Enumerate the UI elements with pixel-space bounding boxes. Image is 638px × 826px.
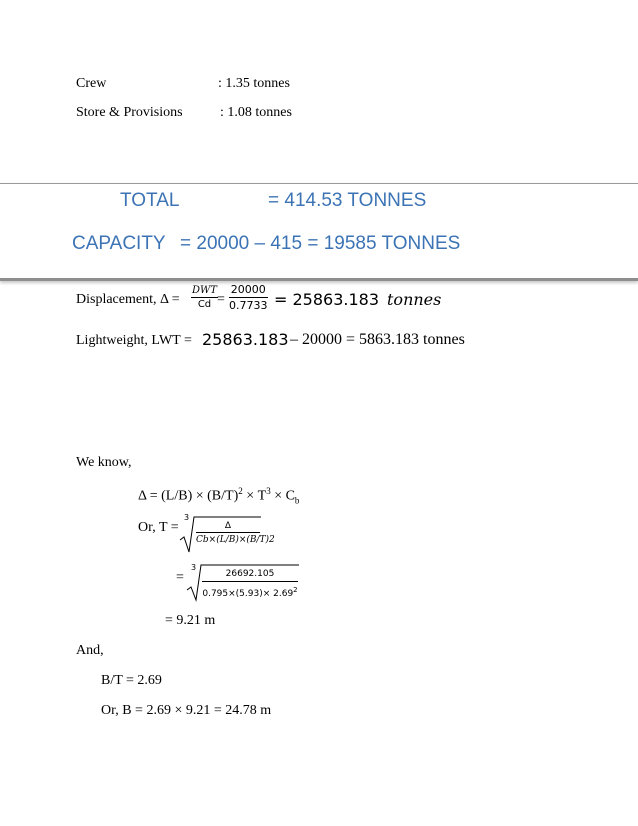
- formula-mid: × T: [242, 488, 267, 504]
- and-text: And,: [76, 643, 104, 658]
- dwt-fraction: [191, 285, 218, 311]
- we-know-text: We know,: [76, 455, 132, 470]
- root2-fraction: [202, 568, 298, 602]
- formula-cube: 3: [266, 486, 271, 496]
- equals-sign-2: =: [176, 570, 184, 585]
- formula-subscript: b: [294, 495, 300, 506]
- fraction-numerator: DWT: [192, 285, 217, 296]
- equals-sign: =: [217, 292, 225, 307]
- formula-square: 2: [238, 486, 243, 496]
- total-label: TOTAL: [120, 190, 180, 211]
- formula-text: Δ = (L/B) × (B/T): [138, 488, 239, 504]
- denominator-square: 2: [293, 586, 298, 594]
- capacity-value: = 20000 – 415 = 19585 TONNES: [180, 233, 461, 254]
- lightweight-value-a: 25863.183: [202, 330, 289, 349]
- displacement-unit: tonnes: [387, 290, 442, 309]
- fraction-numerator: Δ: [196, 520, 260, 533]
- store-label: Store & Provisions: [76, 105, 183, 120]
- lightweight-label: Lightweight, LWT =: [76, 333, 192, 348]
- fraction-denominator: 0.795×(5.93)× 2.69: [202, 589, 294, 599]
- displacement-result: = 25863.183: [274, 290, 380, 309]
- lightweight-value-b: – 20000 = 5863.183 tonnes: [290, 331, 465, 348]
- fraction-numerator: 26692.105: [202, 568, 298, 582]
- or-t-label: Or, T =: [138, 520, 179, 535]
- b-result: Or, B = 2.69 × 9.21 = 24.78 m: [101, 703, 272, 718]
- fraction-denominator: Cb×(L/B)×(B/T)2: [196, 535, 275, 545]
- capacity-label: CAPACITY: [72, 233, 166, 254]
- bt-ratio: B/T = 2.69: [101, 673, 162, 688]
- root-index: 3: [184, 513, 190, 522]
- formula-end: × C: [270, 488, 295, 504]
- value-fraction: [229, 283, 268, 313]
- crew-value: : 1.35 tonnes: [218, 76, 290, 91]
- fraction-denominator: Cd: [197, 299, 212, 310]
- displacement-label: Displacement, Δ =: [76, 292, 180, 307]
- fraction-numerator: 20000: [230, 283, 266, 296]
- t-result: = 9.21 m: [165, 613, 216, 628]
- store-value: : 1.08 tonnes: [220, 105, 292, 120]
- root-fraction: [196, 520, 275, 548]
- displacement-formula: [138, 486, 299, 505]
- fraction-denominator: 0.7733: [229, 299, 268, 312]
- crew-label: Crew: [76, 76, 107, 91]
- root2-index: 3: [191, 563, 197, 572]
- total-value: = 414.53 TONNES: [268, 190, 427, 211]
